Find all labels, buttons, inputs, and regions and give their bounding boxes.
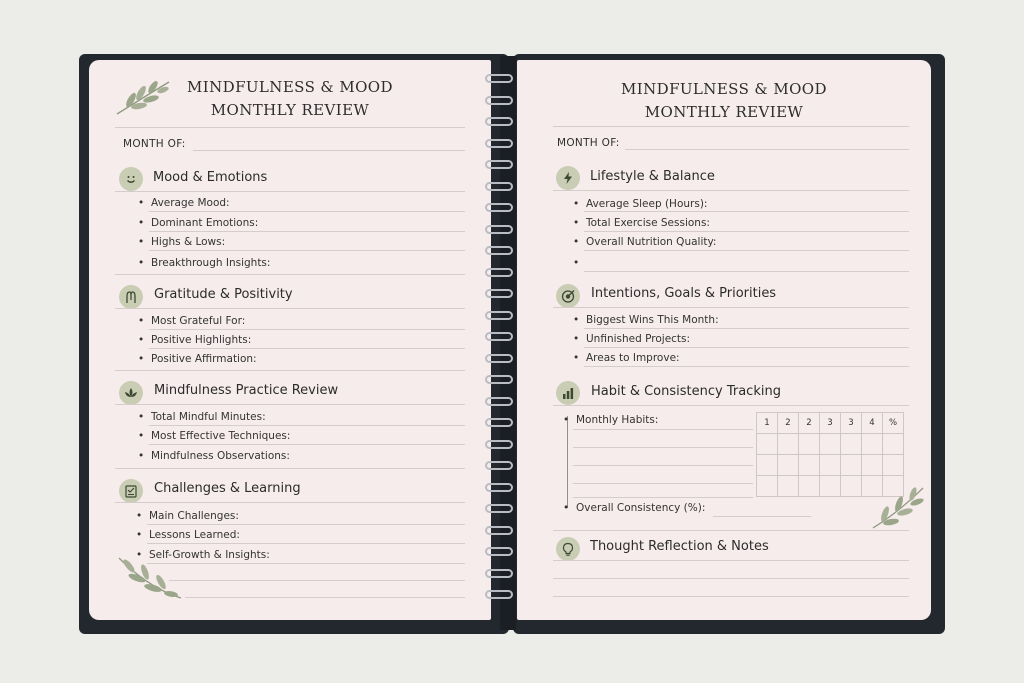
write-line[interactable] xyxy=(584,347,909,348)
write-line[interactable] xyxy=(147,524,465,525)
grid-header-cell: % xyxy=(883,413,904,434)
smiley-icon xyxy=(119,167,143,191)
list-item: • Total Mindful Minutes: xyxy=(151,411,266,423)
grid-cell[interactable] xyxy=(757,455,778,476)
spiral-ring xyxy=(485,139,513,148)
left-page xyxy=(89,60,491,620)
list-item: • Most Grateful For: xyxy=(151,315,245,327)
divider xyxy=(553,307,909,308)
grid-header-cell: 4 xyxy=(862,413,883,434)
consistency-label: • Overall Consistency (%): xyxy=(576,502,705,514)
spiral-ring xyxy=(485,440,513,449)
write-line[interactable] xyxy=(713,516,811,517)
grid-cell[interactable] xyxy=(883,434,904,455)
grid-cell[interactable] xyxy=(862,455,883,476)
month-input-line[interactable] xyxy=(625,149,909,150)
lotus-icon xyxy=(119,381,143,405)
list-item: • Dominant Emotions: xyxy=(151,217,258,229)
left-page-title xyxy=(89,76,491,122)
grid-cell[interactable] xyxy=(820,455,841,476)
table-row xyxy=(757,434,904,455)
list-item: • Self-Growth & Insights: xyxy=(149,549,270,561)
list-item: • Unfinished Projects: xyxy=(586,333,690,345)
list-item: • Areas to Improve: xyxy=(586,352,680,364)
spiral-ring xyxy=(485,504,513,513)
lightbulb-icon xyxy=(556,537,580,561)
divider xyxy=(115,274,465,275)
write-line[interactable] xyxy=(584,211,909,212)
section-title-challenges: Challenges & Learning xyxy=(154,481,301,496)
divider xyxy=(115,127,465,128)
grid-cell[interactable] xyxy=(841,455,862,476)
write-line[interactable] xyxy=(149,329,465,330)
title-line-1: MINDFULNESS & MOOD xyxy=(621,80,827,98)
spiral-ring xyxy=(485,74,513,83)
spiral-ring xyxy=(485,526,513,535)
list-item: • Total Exercise Sessions: xyxy=(586,217,710,229)
right-page-title xyxy=(517,78,931,124)
grid-header-cell: 1 xyxy=(757,413,778,434)
bar-chart-icon xyxy=(556,381,580,405)
hands-icon xyxy=(119,285,143,309)
list-item: • Lessons Learned: xyxy=(149,529,240,541)
month-label: MONTH OF: xyxy=(557,137,620,149)
spiral-ring xyxy=(485,332,513,341)
write-line[interactable] xyxy=(573,447,753,448)
month-input-line[interactable] xyxy=(193,150,465,151)
spiral-ring xyxy=(485,225,513,234)
grid-cell[interactable] xyxy=(883,455,904,476)
leaf-sprig-icon xyxy=(869,484,927,532)
table-row xyxy=(757,455,904,476)
grid-cell[interactable] xyxy=(820,434,841,455)
spiral-ring xyxy=(485,569,513,578)
list-item: • Average Mood: xyxy=(151,197,230,209)
spiral-ring xyxy=(485,418,513,427)
divider xyxy=(115,308,465,309)
write-line[interactable] xyxy=(573,429,753,430)
monthly-habits-label: • Monthly Habits: xyxy=(576,414,658,426)
checklist-icon xyxy=(119,479,143,503)
write-line[interactable] xyxy=(147,543,465,544)
tracker-bracket xyxy=(567,416,568,508)
divider xyxy=(553,560,909,561)
list-item: • Positive Affirmation: xyxy=(151,353,257,365)
grid-header-cell: 2 xyxy=(778,413,799,434)
write-line[interactable] xyxy=(149,348,465,349)
spiral-ring xyxy=(485,483,513,492)
write-line[interactable] xyxy=(149,231,465,232)
write-line[interactable] xyxy=(149,250,465,251)
right-page xyxy=(517,60,931,620)
title-line-1: MINDFULNESS & MOOD xyxy=(187,78,393,96)
grid-cell[interactable] xyxy=(862,434,883,455)
write-line[interactable] xyxy=(584,231,909,232)
grid-cell[interactable] xyxy=(778,476,799,497)
write-line[interactable] xyxy=(147,563,465,564)
list-item: • Highs & Lows: xyxy=(151,236,225,248)
target-icon xyxy=(556,284,580,308)
write-line[interactable] xyxy=(169,580,465,581)
divider xyxy=(115,404,465,405)
spiral-ring xyxy=(485,547,513,556)
write-line[interactable] xyxy=(573,483,753,484)
grid-cell[interactable] xyxy=(841,476,862,497)
spiral-ring xyxy=(485,203,513,212)
write-line[interactable] xyxy=(185,597,465,598)
section-title-intentions: Intentions, Goals & Priorities xyxy=(591,286,777,301)
list-item: • Biggest Wins This Month: xyxy=(586,314,719,326)
write-line[interactable] xyxy=(553,578,909,579)
grid-cell[interactable] xyxy=(799,455,820,476)
write-line[interactable] xyxy=(584,328,909,329)
grid-cell[interactable] xyxy=(820,476,841,497)
write-line[interactable] xyxy=(553,596,909,597)
write-line[interactable] xyxy=(584,366,909,367)
write-line[interactable] xyxy=(584,250,909,251)
grid-cell[interactable] xyxy=(778,434,799,455)
section-title-gratitude: Gratitude & Positivity xyxy=(154,287,293,302)
spiral-ring xyxy=(485,461,513,470)
list-item: • Positive Highlights: xyxy=(151,334,251,346)
list-item: • Most Effective Techniques: xyxy=(151,430,290,442)
grid-cell[interactable] xyxy=(799,476,820,497)
spiral-ring xyxy=(485,289,513,298)
grid-header-cell: 2 xyxy=(799,413,820,434)
month-label: MONTH OF: xyxy=(123,138,186,150)
divider xyxy=(115,502,465,503)
divider xyxy=(553,126,909,127)
spiral-ring xyxy=(485,268,513,277)
spiral-ring xyxy=(485,375,513,384)
table-row xyxy=(757,413,904,434)
section-title-lifestyle: Lifestyle & Balance xyxy=(590,169,715,184)
spiral-ring xyxy=(485,397,513,406)
grid-cell[interactable] xyxy=(778,455,799,476)
list-item: • Breakthrough Insights: xyxy=(151,257,270,269)
title-line-2: MONTHLY REVIEW xyxy=(210,101,370,119)
grid-cell[interactable] xyxy=(757,434,778,455)
list-item: • Overall Nutrition Quality: xyxy=(586,236,716,248)
write-line[interactable] xyxy=(149,444,465,445)
list-item: • Mindfulness Observations: xyxy=(151,450,290,462)
spiral-ring xyxy=(485,96,513,105)
grid-cell[interactable] xyxy=(799,434,820,455)
leaf-sprig-icon xyxy=(115,554,185,602)
divider xyxy=(115,468,465,469)
spiral-ring xyxy=(485,182,513,191)
grid-cell[interactable] xyxy=(841,434,862,455)
write-line[interactable] xyxy=(584,271,909,272)
divider xyxy=(553,530,909,531)
title-line-2: MONTHLY REVIEW xyxy=(644,103,804,121)
grid-header-cell: 3 xyxy=(820,413,841,434)
spiral-ring xyxy=(485,354,513,363)
list-item: • Main Challenges: xyxy=(149,510,239,522)
write-line[interactable] xyxy=(573,465,753,466)
spiral-ring xyxy=(485,117,513,126)
divider xyxy=(115,370,465,371)
write-line[interactable] xyxy=(149,211,465,212)
spiral-ring xyxy=(485,311,513,320)
spiral-ring xyxy=(485,160,513,169)
divider xyxy=(553,405,909,406)
section-title-mindfulness: Mindfulness Practice Review xyxy=(154,383,339,398)
grid-header-cell: 3 xyxy=(841,413,862,434)
write-line[interactable] xyxy=(149,425,465,426)
divider xyxy=(553,190,909,191)
lightning-icon xyxy=(556,166,580,190)
grid-cell[interactable] xyxy=(757,476,778,497)
write-line[interactable] xyxy=(573,497,753,498)
list-item: • Average Sleep (Hours): xyxy=(586,198,707,210)
spiral-ring xyxy=(485,590,513,599)
divider xyxy=(115,191,465,192)
section-title-thought: Thought Reflection & Notes xyxy=(590,539,769,554)
spiral-ring xyxy=(485,246,513,255)
section-title-habit: Habit & Consistency Tracking xyxy=(591,384,781,399)
section-title-mood: Mood & Emotions xyxy=(153,170,268,185)
